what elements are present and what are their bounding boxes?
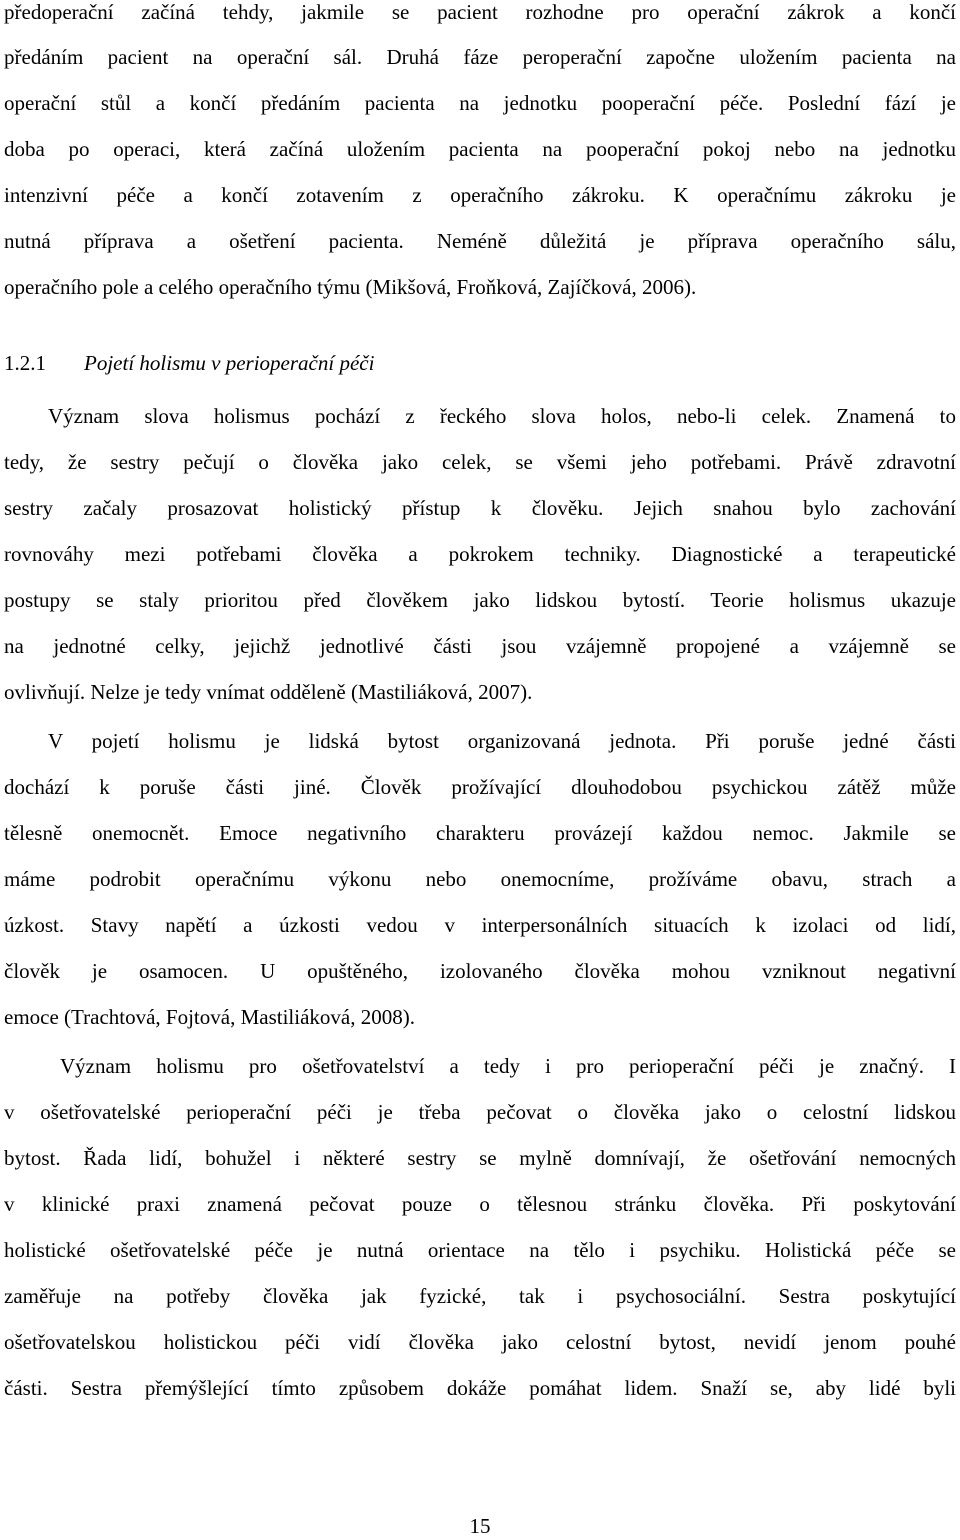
text-line: operačního pole a celého operačního týmu (Mikšová, Froňková, Zajíčková, 2006). (4, 275, 697, 299)
text-line: Význam holismu pro ošetřovatelství a tedy i pro perioperační péči je značný. I (60, 1054, 956, 1078)
text-line: Význam slova holismus pochází z řeckého slova holos, nebo-li celek. Znamená to (48, 404, 956, 428)
text-line: intenzivní péče a končí zotavením z operačního zákroku. K operačnímu zákroku je (4, 183, 956, 207)
text-line: rovnováhy mezi potřebami člověka a pokrokem techniky. Diagnostické a terapeutické (4, 542, 956, 566)
text-line: holistické ošetřovatelské péče je nutná orientace na tělo i psychiku. Holistická péče se (4, 1238, 956, 1262)
text-line: bytost. Řada lidí, bohužel i některé sestry se mylně domnívají, že ošetřování nemocných (4, 1146, 956, 1170)
section-title: Pojetí holismu v perioperační péči (84, 351, 375, 375)
text-line: nutná příprava a ošetření pacienta. Neméně důležitá je příprava operačního sálu, (4, 229, 956, 253)
text-line: zaměřuje na potřeby člověka jak fyzické, tak i psychosociální. Sestra poskytující (4, 1284, 956, 1308)
text-line: tělesně onemocnět. Emoce negativního charakteru provázejí každou nemoc. Jakmile se (4, 821, 956, 845)
text-line: ovlivňují. Nelze je tedy vnímat odděleně (Mastiliáková, 2007). (4, 680, 533, 704)
text-line: na jednotné celky, jejichž jednotlivé části jsou vzájemně propojené a vzájemně se (4, 634, 956, 658)
text-line: člověk je osamocen. U opuštěného, izolovaného člověka mohou vzniknout negativní (4, 959, 956, 983)
text-line: předoperační začíná tehdy, jakmile se pacient rozhodne pro operační zákrok a končí (4, 0, 956, 24)
section-number: 1.2.1 (4, 351, 46, 375)
page-number: 15 (469, 1514, 491, 1538)
text-line: máme podrobit operačnímu výkonu nebo onemocníme, prožíváme obavu, strach a (4, 867, 956, 891)
text-line: v ošetřovatelské perioperační péči je třeba pečovat o člověka jako o celostní lidskou (4, 1100, 956, 1124)
text-line: sestry začaly prosazovat holistický přístup k člověku. Jejich snahou bylo zachování (4, 496, 956, 520)
text-line: emoce (Trachtová, Fojtová, Mastiliáková, 2008). (4, 1005, 415, 1029)
text-line: tedy, že sestry pečují o člověka jako celek, se všemi jeho potřebami. Právě zdravotní (4, 450, 956, 474)
text-line: předáním pacient na operační sál. Druhá fáze peroperační započne uložením pacienta na (4, 45, 956, 69)
text-line: v klinické praxi znamená pečovat pouze o tělesnou stránku člověka. Při poskytování (4, 1192, 956, 1216)
section-heading (4, 349, 374, 377)
text-line: části. Sestra přemýšlející tímto způsobem dokáže pomáhat lidem. Snaží se, aby lidé byli (4, 1376, 956, 1400)
text-line: postupy se staly prioritou před člověkem jako lidskou bytostí. Teorie holismus ukazuje (4, 588, 956, 612)
text-line: operační stůl a končí předáním pacienta na jednotku pooperační péče. Poslední fází je (4, 91, 956, 115)
text-line: doba po operaci, která začíná uložením pacienta na pooperační pokoj nebo na jednotku (4, 137, 956, 161)
text-line: dochází k poruše části jiné. Člověk prožívající dlouhodobou psychickou zátěž může (4, 775, 956, 799)
text-line: ošetřovatelskou holistickou péči vidí člověka jako celostní bytost, nevidí jenom pouhé (4, 1330, 956, 1354)
text-line: úzkost. Stavy napětí a úzkosti vedou v interpersonálních situacích k izolaci od lidí, (4, 913, 956, 937)
text-line: V pojetí holismu je lidská bytost organizovaná jednota. Při poruše jedné části (48, 729, 956, 753)
